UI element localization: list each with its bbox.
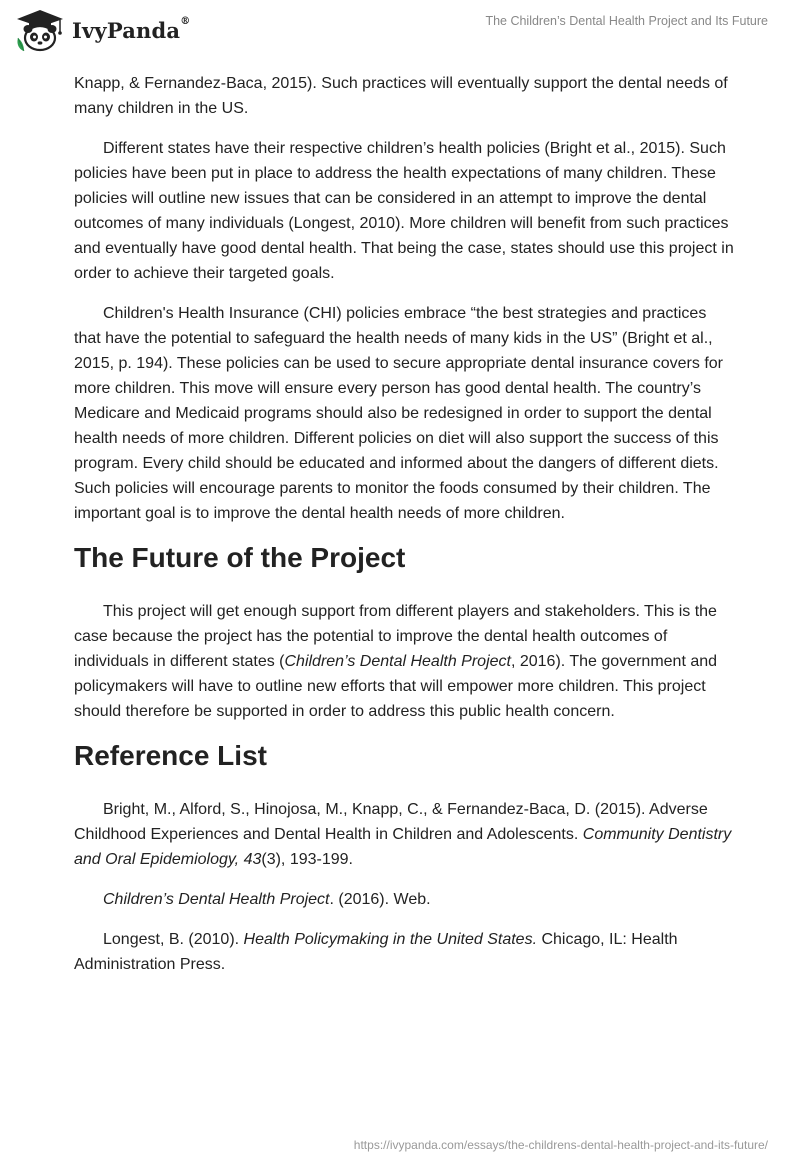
reference-bright: Bright, M., Alford, S., Hinojosa, M., Knapp, C., & Fernandez-Baca, D. (2015). Adverse Childhood Experiences and Dental Health in Children and Adolescents. Community Dentistry and Oral Epidemiology, 43(3), 193-199. <box>74 801 732 868</box>
reference-cdhp: Children’s Dental Health Project. (2016). Web. <box>103 891 431 908</box>
source-title: Children’s Dental Health Project <box>103 891 330 908</box>
paragraph-state-policies: Different states have their respective children’s health policies (Bright et al., 2015). Such policies have been put in place to address the health expectations of many children. These policies will outline new issues that can be considered in an attempt to improve the dental outcomes of many individuals (Longest, 2010). More children will benefit from such practices and eventually have good dental health. That being the case, states should use this project in order to achieve their targeted goals. <box>74 140 734 282</box>
registered-mark: ® <box>180 15 191 27</box>
running-title: The Children’s Dental Health Project and Its Future <box>485 14 768 28</box>
source-url[interactable]: https://ivypanda.com/essays/the-childrens-dental-health-project-and-its-future/ <box>353 1138 768 1152</box>
citation-title: Children’s Dental Health Project <box>284 653 511 670</box>
brand-name: IvyPanda® <box>72 15 191 43</box>
essay-content <box>74 71 734 992</box>
ivypanda-logo[interactable] <box>14 8 190 52</box>
heading-reference-list: Reference List <box>74 740 267 771</box>
paragraph-continuation: Knapp, & Fernandez-Baca, 2015). Such practices will eventually support the dental needs of many children in the US. <box>74 75 728 117</box>
journal-title: Community Dentistry and Oral Epidemiology, 43 <box>74 826 732 868</box>
panda-graduate-icon <box>14 8 66 52</box>
book-title: Health Policymaking in the United States. <box>243 931 538 948</box>
reference-longest: Longest, B. (2010). Health Policymaking in the United States. Chicago, IL: Health Administration Press. <box>74 931 678 973</box>
page-header <box>0 0 800 70</box>
heading-future-of-project: The Future of the Project <box>74 542 406 573</box>
paragraph-future: This project will get enough support from different players and stakeholders. This is the case because the project has the potential to improve the dental health outcomes of individuals in different states (Children’s Dental Health Project, 2016). The government and policymakers will have to outline new efforts that will empower more children. This project should therefore be supported in order to address this public health concern. <box>74 603 718 720</box>
paragraph-chi-policies: Children's Health Insurance (CHI) policies embrace “the best strategies and practices that have the potential to safeguard the health needs of many kids in the US” (Bright et al., 2015, p. 194). These policies can be used to secure appropriate dental insurance covers for more children. This move will ensure every person has good dental health. The country’s Medicare and Medicaid programs should also be redesigned in order to support the dental health needs of more children. Different policies on diet will also support the success of this program. Every child should be educated and informed about the dangers of different diets. Such policies will encourage parents to monitor the foods consumed by their children. The important goal is to improve the dental health needs of more children. <box>74 305 723 522</box>
